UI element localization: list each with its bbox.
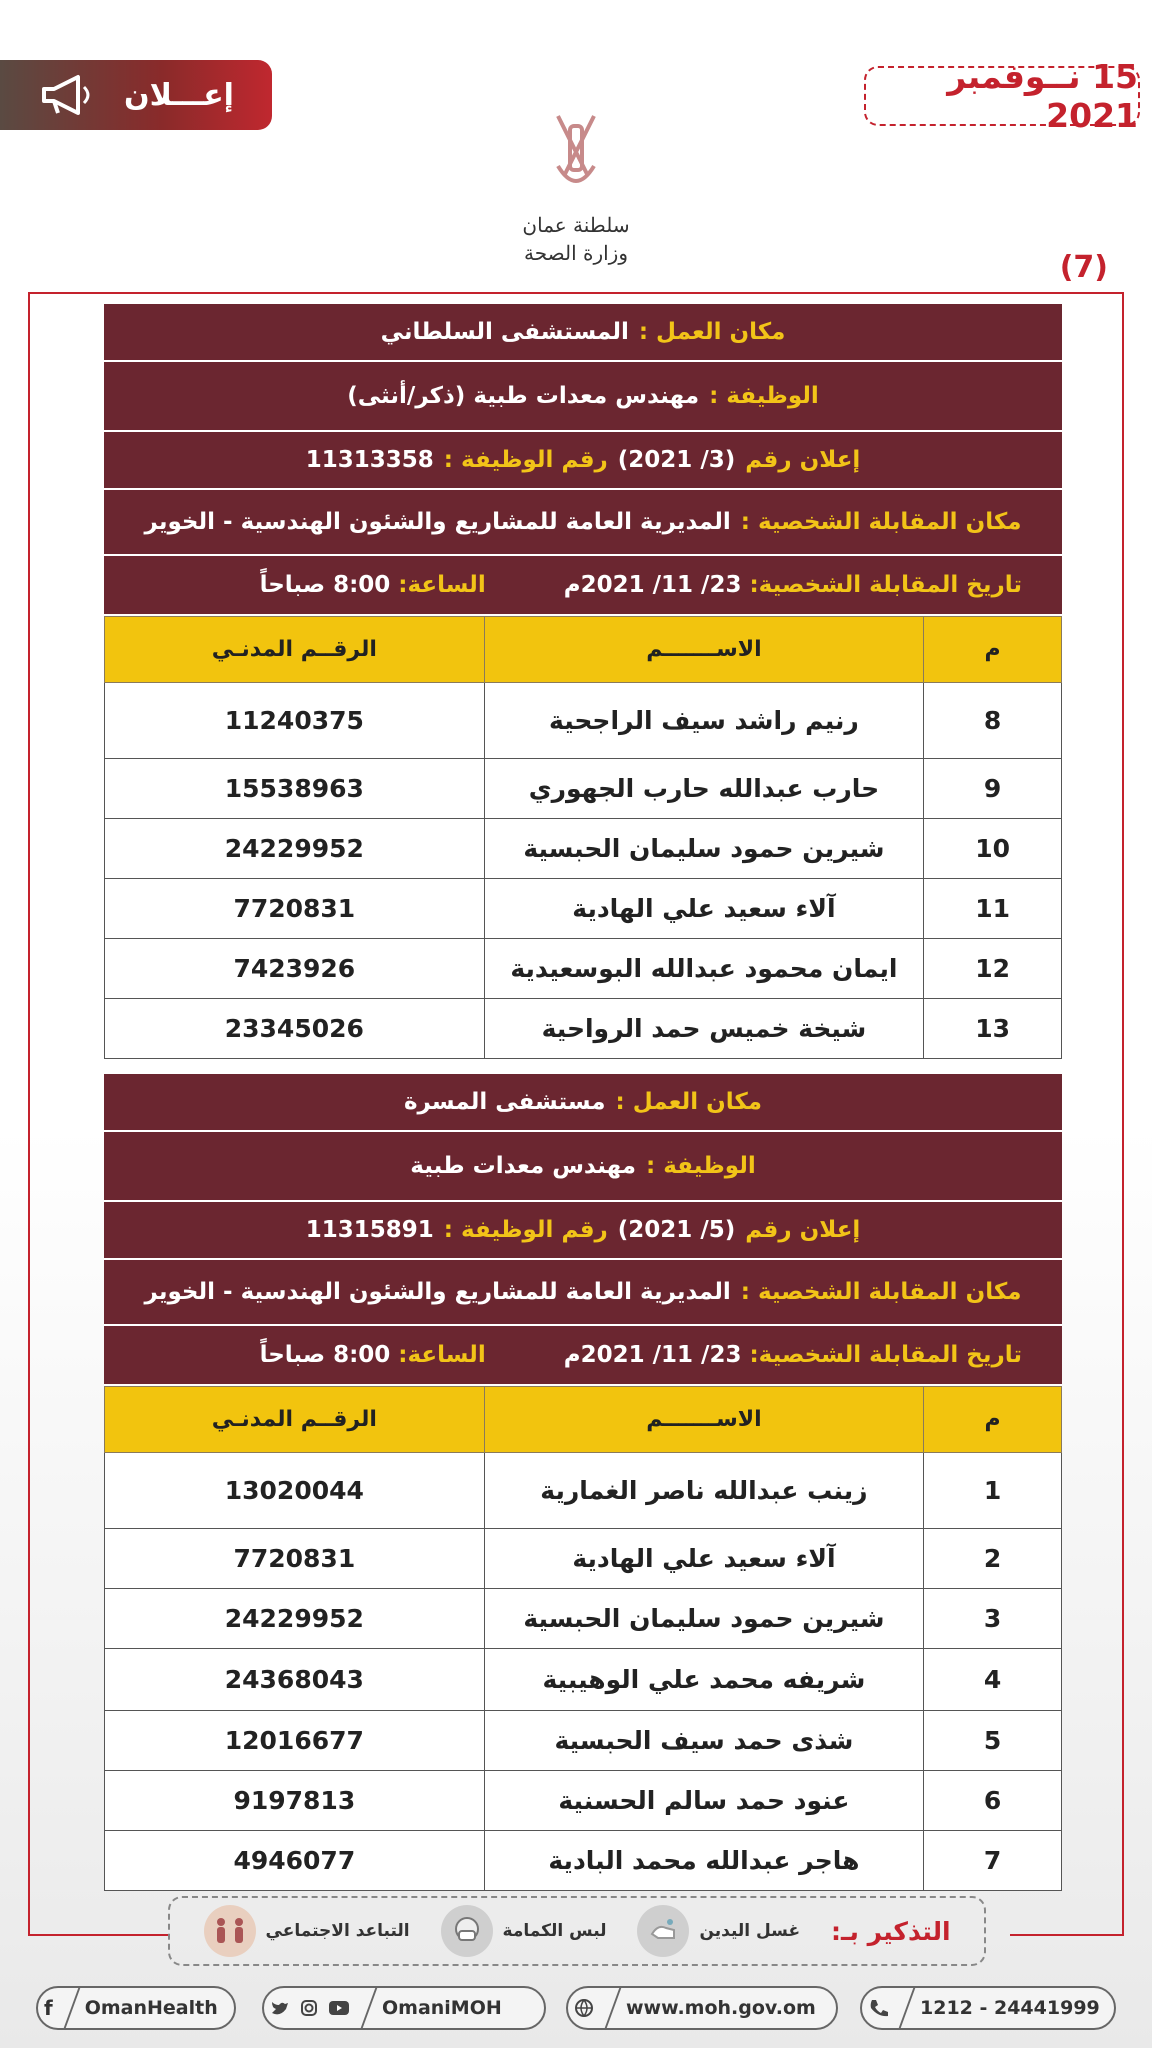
row-number: 12 xyxy=(924,939,1062,999)
twitter-icon xyxy=(270,1999,290,2017)
row-civil-id: 15538963 xyxy=(105,759,485,819)
announcement-block-2 xyxy=(104,1074,1062,1891)
table-row xyxy=(105,939,1062,999)
col-header-civil-id: الرقــم المدنـي xyxy=(105,617,485,683)
row-name: حارب عبدالله حارب الجهوري xyxy=(484,759,924,819)
col-header-name: الاســـــــم xyxy=(484,617,924,683)
table-row xyxy=(105,999,1062,1059)
interview-place-value: المديرية العامة للمشاريع والشئون الهندسية - الخوير xyxy=(144,1279,731,1305)
row-civil-id: 24368043 xyxy=(105,1649,485,1711)
hand-wash-icon xyxy=(637,1905,689,1957)
pill-separator xyxy=(604,1986,622,2030)
job-number-key: رقم الوظيفة : xyxy=(443,447,608,473)
pill-separator xyxy=(360,1986,378,2030)
reminder-item-label: التباعد الاجتماعي xyxy=(265,1921,410,1941)
col-header-number: م xyxy=(924,1387,1062,1453)
table-row xyxy=(105,1589,1062,1649)
reminder-item-label: غسل اليدين xyxy=(699,1921,801,1941)
announcement-label: إعـــلان xyxy=(124,77,234,113)
interview-place-row xyxy=(104,490,1062,556)
row-number: 13 xyxy=(924,999,1062,1059)
row-civil-id: 7720831 xyxy=(105,879,485,939)
reminder-title: التذكير بـ: xyxy=(831,1916,951,1946)
candidates-table xyxy=(104,1386,1062,1891)
row-civil-id: 13020044 xyxy=(105,1453,485,1529)
row-number: 11 xyxy=(924,879,1062,939)
table-row xyxy=(105,1831,1062,1891)
row-number: 6 xyxy=(924,1771,1062,1831)
table-row xyxy=(105,759,1062,819)
interview-date-key: تاريخ المقابلة الشخصية: xyxy=(749,572,1022,598)
ministry-line2: وزارة الصحة xyxy=(524,241,628,265)
announcement-block-1 xyxy=(104,304,1062,1059)
instagram-icon xyxy=(300,1999,318,2017)
website-link[interactable]: www.moh.gov.om xyxy=(626,1997,816,2019)
row-name: هاجر عبدالله محمد البادية xyxy=(484,1831,924,1891)
candidates-table xyxy=(104,616,1062,1059)
table-row xyxy=(105,683,1062,759)
reminder-strip xyxy=(168,1896,986,1966)
interview-time-value: 8:00 صباحاً xyxy=(259,1342,391,1368)
workplace-key: مكان العمل : xyxy=(638,319,786,345)
row-number: 5 xyxy=(924,1711,1062,1771)
interview-time-key: الساعة: xyxy=(398,572,486,598)
pill-separator xyxy=(63,1986,81,2030)
page-number: (7) xyxy=(1059,250,1108,285)
row-civil-id: 7423926 xyxy=(105,939,485,999)
row-number: 4 xyxy=(924,1649,1062,1711)
ministry-line1: سلطنة عمان xyxy=(522,213,630,237)
row-civil-id: 23345026 xyxy=(105,999,485,1059)
interview-date-row xyxy=(104,1326,1062,1386)
social-pill[interactable] xyxy=(262,1986,546,2030)
row-civil-id: 9197813 xyxy=(105,1771,485,1831)
interview-time-key: الساعة: xyxy=(398,1342,486,1368)
interview-date-row xyxy=(104,556,1062,616)
interview-place-key: مكان المقابلة الشخصية : xyxy=(740,1279,1022,1305)
row-name: آلاء سعيد علي الهادية xyxy=(484,1529,924,1589)
workplace-row xyxy=(104,304,1062,362)
social-distance-icon xyxy=(204,1905,256,1957)
table-row xyxy=(105,879,1062,939)
ad-number-row xyxy=(104,1202,1062,1260)
col-header-name: الاســـــــم xyxy=(484,1387,924,1453)
interview-date-key: تاريخ المقابلة الشخصية: xyxy=(749,1342,1022,1368)
table-row xyxy=(105,1453,1062,1529)
row-civil-id: 11240375 xyxy=(105,683,485,759)
interview-place-value: المديرية العامة للمشاريع والشئون الهندسية - الخوير xyxy=(144,509,731,535)
youtube-icon xyxy=(328,2000,350,2016)
workplace-value: المستشفى السلطاني xyxy=(380,319,629,345)
job-number-value: 11313358 xyxy=(305,447,434,473)
interview-place-row xyxy=(104,1260,1062,1326)
footer-contacts xyxy=(0,1986,1152,2030)
social-icons xyxy=(264,1999,356,2017)
ad-key: إعلان رقم xyxy=(745,1217,861,1243)
announcement-date: 15 نــوفمبر 2021 xyxy=(947,57,1138,135)
row-name: شريفه محمد علي الوهيبية xyxy=(484,1649,924,1711)
face-mask-icon xyxy=(441,1905,493,1957)
date-box xyxy=(864,57,1140,135)
facebook-icon: f xyxy=(44,1996,53,2020)
table-header-row xyxy=(105,1387,1062,1453)
row-number: 1 xyxy=(924,1453,1062,1529)
facebook-handle[interactable]: OmanHealth xyxy=(84,1997,218,2019)
row-name: شيرين حمود سليمان الحبسية xyxy=(484,1589,924,1649)
website-pill[interactable] xyxy=(566,1986,838,2030)
announcement-badge xyxy=(0,60,272,130)
ad-number-row xyxy=(104,432,1062,490)
job-row xyxy=(104,1132,1062,1202)
table-row xyxy=(105,1771,1062,1831)
emblem-icon xyxy=(488,56,664,276)
col-header-number: م xyxy=(924,617,1062,683)
megaphone-icon xyxy=(38,73,98,117)
row-number: 9 xyxy=(924,759,1062,819)
web-icon xyxy=(568,1998,600,2018)
row-name: عنود حمد سالم الحسنية xyxy=(484,1771,924,1831)
row-name: ايمان محمود عبدالله البوسعيدية xyxy=(484,939,924,999)
row-civil-id: 4946077 xyxy=(105,1831,485,1891)
pill-separator xyxy=(898,1986,916,2030)
table-header-row xyxy=(105,617,1062,683)
ad-value: (3/ 2021) xyxy=(617,447,736,473)
interview-date-value: 23/ 11/ 2021م xyxy=(563,1342,742,1368)
reminder-mask xyxy=(441,1905,607,1957)
row-civil-id: 24229952 xyxy=(105,1589,485,1649)
ministry-logo xyxy=(488,56,664,276)
phone-pill[interactable] xyxy=(860,1986,1116,2030)
table-row xyxy=(105,1529,1062,1589)
frame-bottom-border-left xyxy=(28,1934,168,1936)
job-value: مهندس معدات طبية (ذكر/أنثى) xyxy=(347,383,700,409)
row-civil-id: 7720831 xyxy=(105,1529,485,1589)
row-number: 3 xyxy=(924,1589,1062,1649)
facebook-pill[interactable] xyxy=(36,1986,236,2030)
workplace-value: مستشفى المسرة xyxy=(403,1089,606,1115)
col-header-civil-id: الرقــم المدنـي xyxy=(105,1387,485,1453)
row-name: آلاء سعيد علي الهادية xyxy=(484,879,924,939)
ad-key: إعلان رقم xyxy=(745,447,861,473)
ad-value: (5/ 2021) xyxy=(617,1217,736,1243)
workplace-key: مكان العمل : xyxy=(615,1089,763,1115)
row-name: زينب عبدالله ناصر الغمارية xyxy=(484,1453,924,1529)
row-civil-id: 12016677 xyxy=(105,1711,485,1771)
table-row xyxy=(105,1649,1062,1711)
job-key: الوظيفة : xyxy=(646,1153,756,1179)
reminder-hand-washing xyxy=(637,1905,800,1957)
phone-number[interactable]: 1212 - 24441999 xyxy=(920,1997,1100,2019)
job-number-key: رقم الوظيفة : xyxy=(443,1217,608,1243)
job-key: الوظيفة : xyxy=(709,383,819,409)
reminder-item-label: لبس الكمامة xyxy=(502,1921,607,1941)
interview-place-key: مكان المقابلة الشخصية : xyxy=(740,509,1022,535)
row-civil-id: 24229952 xyxy=(105,819,485,879)
social-handle[interactable]: OmaniMOH xyxy=(382,1997,502,2019)
frame-bottom-border-right xyxy=(1010,1934,1124,1936)
job-row xyxy=(104,362,1062,432)
row-name: رنيم راشد سيف الراجحية xyxy=(484,683,924,759)
row-number: 7 xyxy=(924,1831,1062,1891)
interview-date-value: 23/ 11/ 2021م xyxy=(563,572,742,598)
row-number: 2 xyxy=(924,1529,1062,1589)
workplace-row xyxy=(104,1074,1062,1132)
table-row xyxy=(105,819,1062,879)
row-name: شيخة خميس حمد الرواحية xyxy=(484,999,924,1059)
frame-top-border xyxy=(28,292,1124,294)
reminder-social-distance xyxy=(204,1905,410,1957)
row-name: شذى حمد سيف الحبسية xyxy=(484,1711,924,1771)
table-row xyxy=(105,1711,1062,1771)
interview-time-value: 8:00 صباحاً xyxy=(259,572,391,598)
phone-icon xyxy=(862,1998,894,2018)
job-number-value: 11315891 xyxy=(305,1217,434,1243)
row-number: 10 xyxy=(924,819,1062,879)
row-name: شيرين حمود سليمان الحبسية xyxy=(484,819,924,879)
job-value: مهندس معدات طبية xyxy=(410,1153,637,1179)
row-number: 8 xyxy=(924,683,1062,759)
